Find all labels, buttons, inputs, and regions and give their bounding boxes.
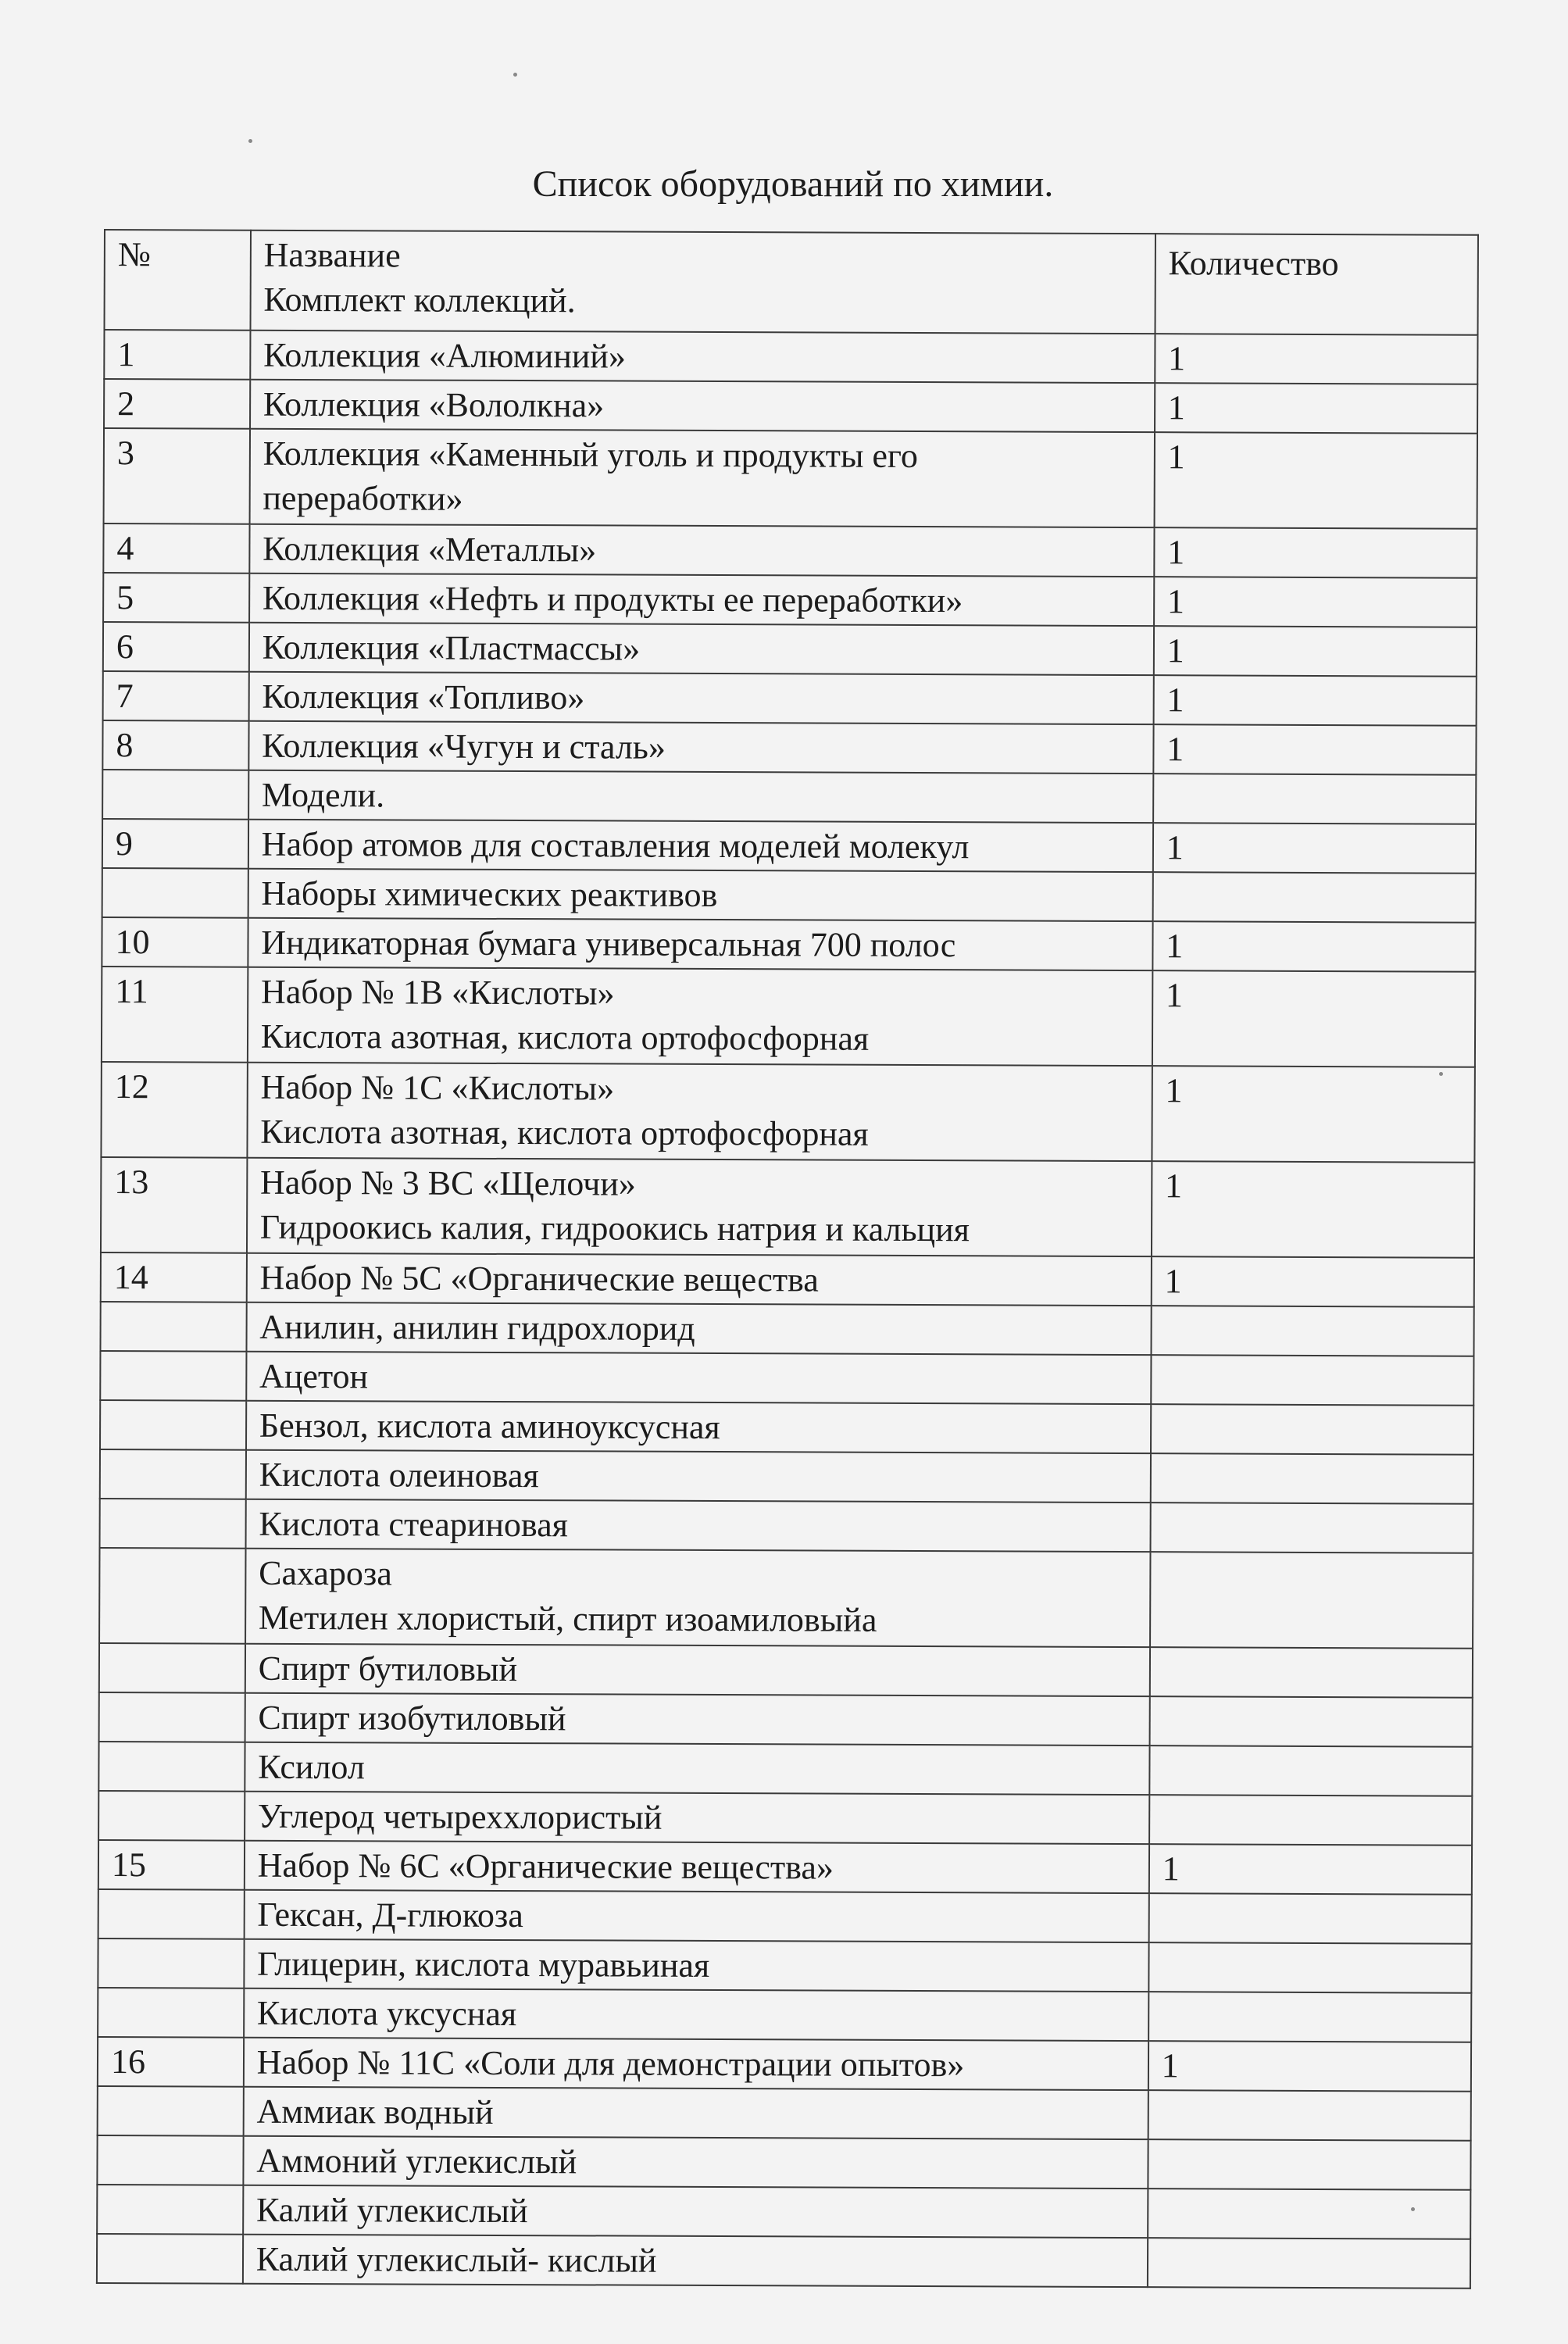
row-name [248,918,1152,970]
row-name [245,1499,1150,1552]
row-quantity [1152,872,1476,923]
row-name-line: Кислота азотная, кислота ортофосфорная [260,1112,869,1153]
row-number [98,1742,245,1792]
row-name [244,1890,1148,1942]
row-quantity: 1 [1154,626,1477,677]
row-name-line: Ксилол [258,1747,365,1787]
row-name-line: Гидроокись калия, гидроокись натрия и кальция [259,1207,970,1249]
row-name [247,1063,1152,1161]
row-name [246,1450,1151,1503]
table-row [98,1938,1471,1993]
table-row [97,2185,1470,2239]
row-number [100,1351,246,1401]
row-name [248,672,1153,724]
table-row [98,2037,1471,2092]
row-name-line: Набор № 1В «Кислоты» [260,972,615,1013]
row-quantity: 1 [1155,383,1478,434]
row-name [243,2235,1148,2287]
row-name-line: Сахароза [259,1553,392,1593]
header-name-line1: Название [263,235,401,275]
row-number: 11 [102,967,248,1063]
row-name-line: Набор атомов для составления моделей молекул [261,824,970,866]
row-name [248,820,1153,872]
row-number: 6 [103,622,249,672]
row-quantity [1148,1992,1472,2042]
row-quantity [1148,2238,1471,2289]
row-name-line: Наборы химических реактивов [261,874,718,915]
row-name-line: Коллекция «Нефть и продукты ее переработки» [262,578,963,620]
row-quantity: 1 [1149,1844,1473,1895]
row-number [97,2185,243,2235]
row-name [243,2136,1148,2189]
row-name [249,524,1154,577]
row-number [99,1548,245,1644]
row-quantity: 1 [1152,1066,1475,1163]
table-row [102,770,1476,824]
row-name [244,1939,1148,1992]
row-quantity: 1 [1153,724,1477,775]
row-name [245,1644,1150,1696]
row-quantity [1151,1306,1474,1356]
row-quantity [1148,2090,1471,2141]
row-number [98,2086,244,2136]
table-row [103,573,1477,627]
row-name [248,967,1152,1066]
table-row [97,2135,1470,2190]
row-number [102,868,248,918]
scan-speck [1411,2207,1415,2211]
row-name [248,770,1153,823]
row-name [247,1158,1152,1256]
row-number: 14 [101,1252,247,1302]
header-number: № [105,230,251,331]
table-row [101,1157,1474,1258]
row-name [245,1693,1149,1745]
table-row [98,1742,1472,1796]
row-name-line: Набор № 6С «Органические вещества» [257,1846,834,1887]
row-number: 2 [104,379,250,429]
row-quantity [1148,2139,1471,2190]
table-row [104,330,1477,384]
row-quantity [1149,1696,1473,1747]
scan-speck [513,73,517,77]
row-name-line: Модели. [261,775,385,815]
row-name [248,721,1153,774]
row-quantity: 1 [1151,1256,1474,1307]
row-name-line: Коллекция «Топливо» [262,677,585,717]
row-name [249,623,1154,675]
row-quantity: 1 [1152,970,1476,1067]
scan-speck [248,139,252,143]
row-number [98,1889,245,1939]
row-quantity [1150,1552,1473,1649]
row-number: 3 [104,428,250,524]
row-quantity [1150,1453,1473,1504]
row-name-line: Ацетон [259,1356,369,1396]
row-name [245,1549,1150,1647]
table-row [101,1252,1474,1307]
row-number: 16 [98,2037,244,2087]
table-row [104,379,1477,434]
row-name-line: Коллекция «Пластмассы» [262,627,641,668]
row-quantity: 1 [1152,1161,1475,1258]
row-number: 15 [98,1840,245,1890]
header-name-line2: Комплект коллекций. [263,280,576,320]
table-row [100,1400,1473,1455]
row-name-line: Калий углекислый- кислый [255,2239,657,2280]
row-name [249,573,1154,626]
row-name [245,1792,1149,1844]
row-name-line: Набор № 5С «Органические вещества [259,1258,819,1299]
table-row [102,917,1475,972]
row-quantity: 1 [1154,577,1477,627]
table-row [97,2234,1470,2289]
row-name [250,380,1155,432]
row-name-line: Бензол, кислота аминоуксусная [259,1406,720,1447]
row-number [99,1692,245,1742]
table-row [101,1062,1474,1163]
header-name [250,230,1155,334]
row-name-line: Кислота олеиновая [259,1455,539,1495]
table-row [100,1351,1473,1406]
table-row [102,720,1476,775]
equipment-table-body [97,230,1478,2289]
table-row [99,1548,1473,1649]
row-number [100,1449,246,1499]
row-name-line: Метилен хлористый, спирт изоамиловыйа [258,1598,877,1639]
scan-speck [1439,1072,1443,1076]
row-name-line: Аммиак водный [256,2092,494,2131]
table-row [99,1643,1473,1698]
row-name-line: Коллекция «Каменный уголь и продукты его [263,434,919,476]
row-name [248,869,1152,921]
row-name [244,1988,1148,2041]
table-row [100,1302,1473,1356]
row-name-line: Кислота азотная, кислота ортофосфорная [260,1017,870,1058]
row-quantity: 1 [1148,2041,1472,2092]
table-row [99,1692,1473,1747]
row-number [100,1400,246,1450]
row-name [244,2038,1148,2090]
row-name-line: Аммоний углекислый [256,2141,577,2181]
row-name [250,331,1155,383]
row-name-line: Набор № 1С «Кислоты» [260,1067,615,1108]
row-name-line: Углерод четыреххлористый [257,1796,663,1837]
table-row [104,428,1477,529]
row-quantity: 1 [1152,921,1476,972]
equipment-table [96,229,1479,2289]
row-name-line: Глицерин, кислота муравьиная [257,1944,710,1985]
row-number [97,2135,243,2185]
table-row [102,868,1476,923]
row-number [99,1643,245,1693]
row-name-line: Коллекция «Вололкна» [263,384,605,425]
row-number: 8 [102,720,248,770]
page-title: Список оборудований по химии. [532,163,1054,205]
table-row [100,1449,1473,1504]
row-name [245,1742,1149,1795]
row-name [243,2087,1148,2139]
row-quantity [1153,774,1477,824]
row-number [100,1499,246,1549]
row-quantity [1150,1503,1473,1553]
row-quantity [1150,1647,1473,1698]
table-row [98,2086,1471,2141]
row-quantity [1151,1404,1474,1455]
row-name-line: Набор № 11С «Соли для демонстрации опытов» [256,2042,965,2085]
row-quantity [1148,2189,1471,2239]
row-number [100,1302,246,1352]
row-number: 1 [104,330,250,380]
header-quantity: Количество [1155,234,1478,335]
row-name-line: Анилин, анилин гидрохлорид [259,1307,695,1348]
row-name [245,1841,1149,1893]
row-name-line: Набор № 3 ВС «Щелочи» [259,1163,636,1203]
table-row [103,523,1477,578]
table-row [98,1840,1472,1895]
row-name [246,1253,1151,1306]
row-number [97,2234,243,2284]
row-number [98,1938,244,1988]
table-row [102,819,1476,874]
row-name [246,1401,1151,1453]
row-name-line: Коллекция «Чугун и сталь» [262,726,666,766]
row-name [246,1352,1151,1404]
table-row [102,967,1475,1067]
table-row [98,1791,1472,1846]
row-quantity: 1 [1154,527,1477,578]
row-name-line: Кислота стеариновая [259,1504,568,1545]
table-row [100,1499,1473,1553]
table-row [98,1988,1471,2042]
table-row [98,1889,1472,1944]
row-name-line: Кислота уксусная [256,1993,517,2034]
row-name-line: Спирт бутиловый [258,1649,518,1689]
row-quantity [1149,1745,1473,1796]
table-header-row [105,230,1478,335]
row-name [249,429,1154,527]
row-number [98,1791,245,1841]
row-name [246,1302,1151,1355]
row-number: 12 [101,1062,247,1158]
row-name-line: Индикаторная бумага универсальная 700 полос [261,923,956,965]
row-name-line: Коллекция «Алюминий» [263,335,627,376]
row-number: 10 [102,917,248,967]
row-number: 9 [102,819,248,869]
row-name-line: Гексан, Д-глюкоза [257,1895,523,1935]
row-number: 13 [101,1157,247,1253]
row-number [98,1988,244,2038]
row-quantity: 1 [1154,432,1477,529]
row-name-line: Спирт изобутиловый [258,1698,566,1738]
row-quantity: 1 [1153,823,1477,874]
table-row [103,671,1477,726]
row-name [243,2185,1148,2238]
table-row [103,622,1477,677]
row-number [102,770,248,820]
row-number: 7 [103,671,249,721]
row-quantity [1151,1355,1474,1406]
row-name-line: Калий углекислый [255,2190,528,2231]
row-quantity: 1 [1155,334,1478,384]
row-name-line: Коллекция «Металлы» [263,529,597,570]
row-quantity [1148,1942,1472,1993]
row-name-line: переработки» [263,478,463,518]
row-number: 5 [103,573,249,623]
row-quantity: 1 [1153,675,1477,726]
row-quantity [1149,1795,1473,1846]
row-number: 4 [103,523,249,573]
row-quantity [1148,1893,1472,1944]
